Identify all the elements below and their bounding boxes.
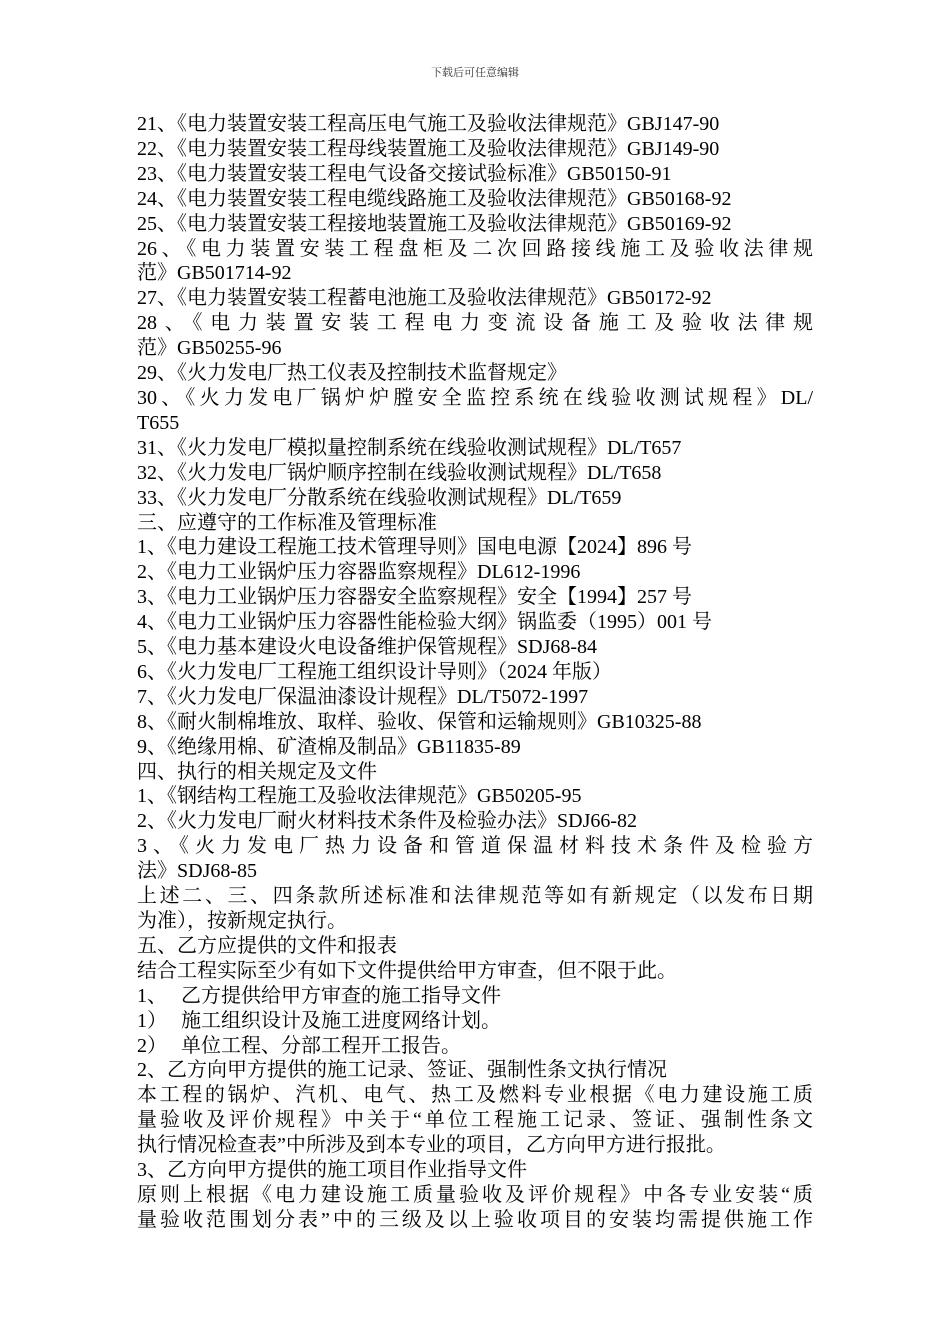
text-line: 29、《火力发电厂热工仪表及控制技术监督规定》 — [137, 362, 567, 385]
text-line — [137, 1034, 813, 1059]
text-line: 28、《电力装置安装工程电力变流设备施工及验收法律规 — [137, 312, 813, 335]
text-line: 范》GB501714-92 — [137, 262, 292, 285]
text-line: 25、《电力装置安装工程接地装置施工及验收法律规范》GB50169-92 — [137, 212, 732, 235]
text-line: T655 — [137, 411, 180, 434]
list-text: 单位工程、分部工程开工报告。 — [181, 1034, 461, 1057]
page-header: 下载后可任意编辑 — [431, 67, 519, 79]
text-line: 2、《电力工业锅炉压力容器监察规程》DL612-1996 — [137, 561, 581, 584]
text-line: 量验收范围划分表”中的三级及以上验收项目的安装均需提供施工作 — [137, 1208, 813, 1231]
text-line — [137, 1009, 813, 1034]
text-line: 32、《火力发电厂锅炉顺序控制在线验收测试规程》DL/T658 — [137, 461, 662, 484]
list-text: 施工组织设计及施工进度网络计划。 — [181, 1009, 501, 1032]
text-line: 为准），按新规定执行。 — [137, 910, 347, 932]
text-line: 5、《电力基本建设火电设备维护保管规程》SDJ68-84 — [137, 636, 598, 659]
text-line: 24、《电力装置安装工程电缆线路施工及验收法律规范》GB50168-92 — [137, 187, 732, 210]
text-line: 量验收及评价规程》中关于“单位工程施工记录、签证、强制性条文 — [137, 1109, 813, 1132]
text-line: 1、《钢结构工程施工及验收法律规范》GB50205-95 — [137, 785, 582, 808]
text-line: 30、《火力发电厂锅炉炉膛安全监控系统在线验收测试规程》DL/ — [137, 386, 813, 409]
text-line: 上述二、三、四条款所述标准和法律规范等如有新规定（以发布日期 — [137, 885, 813, 908]
text-line: 8、《耐火制棉堆放、取样、验收、保管和运输规则》GB10325-88 — [137, 710, 702, 733]
text-line: 法》SDJ68-85 — [137, 860, 258, 883]
text-line: 2、《火力发电厂耐火材料技术条件及检验办法》SDJ66-82 — [137, 810, 638, 833]
text-line: 7、《火力发电厂保温油漆设计规程》DL/T5072-1997 — [137, 685, 589, 708]
text-line — [137, 984, 813, 1009]
text-line: 26、《电力装置安装工程盘柜及二次回路接线施工及验收法律规 — [137, 237, 813, 260]
text-line: 4、《电力工业锅炉压力容器性能检验大纲》锅监委（1995）001 号 — [137, 611, 712, 634]
list-text: 乙方提供给甲方审查的施工指导文件 — [181, 984, 501, 1007]
list-marker: 2） — [137, 1034, 167, 1057]
text-line: 本工程的锅炉、汽机、电气、热工及燃料专业根据《电力建设施工质 — [137, 1084, 813, 1107]
text-line: 22、《电力装置安装工程母线装置施工及验收法律规范》GBJ149-90 — [137, 137, 720, 160]
text-line: 2、乙方向甲方提供的施工记录、签证、强制性条文执行情况 — [137, 1059, 667, 1082]
text-line: 原则上根据《电力建设施工质量验收及评价规程》中各专业安装“质 — [137, 1183, 813, 1206]
text-line: 31、《火力发电厂模拟量控制系统在线验收测试规程》DL/T657 — [137, 436, 682, 459]
text-line: 执行情况检查表”中所涉及到本专业的项目，乙方向甲方进行报批。 — [137, 1134, 726, 1157]
text-line: 四、执行的相关规定及文件 — [137, 760, 377, 783]
text-line: 27、《电力装置安装工程蓄电池施工及验收法律规范》GB50172-92 — [137, 287, 712, 310]
text-line: 范》GB50255-96 — [137, 337, 282, 360]
text-line: 3、乙方向甲方提供的施工项目作业指导文件 — [137, 1159, 527, 1182]
list-marker: 1） — [137, 1009, 167, 1032]
text-line: 三、应遵守的工作标准及管理标准 — [137, 511, 437, 534]
text-line: 9、《绝缘用棉、矿渣棉及制品》GB11835-89 — [137, 735, 521, 758]
list-marker: 1、 — [137, 984, 167, 1007]
text-line: 3、《火力发电厂热力设备和管道保温材料技术条件及检验方 — [137, 835, 813, 858]
text-line: 6、《火力发电厂工程施工组织设计导则》（2024 年版） — [137, 660, 612, 683]
document-body — [137, 112, 813, 1233]
text-line: 3、《电力工业锅炉压力容器安全监察规程》安全【1994】257 号 — [137, 586, 692, 609]
text-line: 23、《电力装置安装工程电气设备交接试验标准》GB50150-91 — [137, 162, 672, 185]
text-line: 结合工程实际至少有如下文件提供给甲方审查，但不限于此。 — [137, 959, 677, 982]
text-line: 21、《电力装置安装工程高压电气施工及验收法律规范》GBJ147-90 — [137, 113, 720, 135]
text-line: 五、乙方应提供的文件和报表 — [137, 934, 397, 957]
text-line: 33、《火力发电厂分散系统在线验收测试规程》DL/T659 — [137, 486, 622, 509]
text-line: 1、《电力建设工程施工技术管理导则》国电电源【2024】896 号 — [137, 536, 692, 559]
